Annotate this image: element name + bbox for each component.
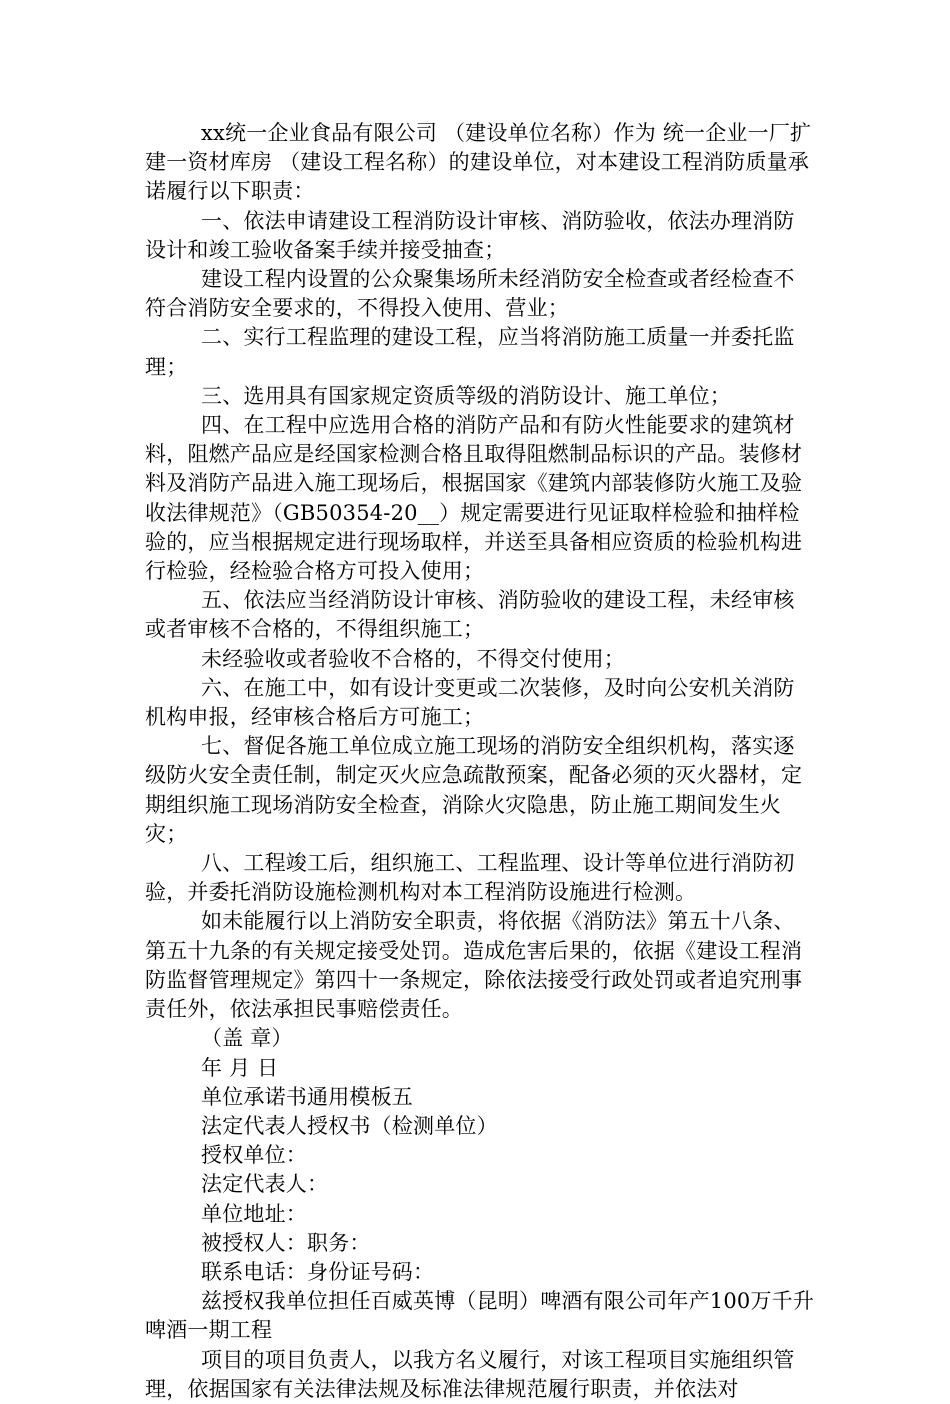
paragraph-duty-7: 七、督促各施工单位成立施工现场的消防安全组织机构，落实逐级防火安全责任制，制定灭火应急疏散预案，配备必须的灭火器材，定期组织施工现场消防安全检查，消除火灾隐患，防止施工期间发生火灾； [145, 734, 803, 846]
paragraph-duty-1: 一、依法申请建设工程消防设计审核、消防验收，依法办理消防设计和竣工验收备案手续并接受抽查； [145, 208, 795, 262]
field-authorizing-unit: 授权单位： [201, 1143, 307, 1168]
paragraph-duty-3: 三、选用具有国家规定资质等级的消防设计、施工单位； [201, 383, 731, 408]
paragraph-authorization: 兹授权我单位担任百威英博（昆明）啤酒有限公司年产100万千升啤酒一期工程 [145, 1289, 815, 1343]
document-body [145, 119, 815, 1404]
authorization-title: 法定代表人授权书（检测单位） [201, 1113, 498, 1138]
paragraph-duty-8: 八、工程竣工后，组织施工、工程监理、设计等单位进行消防初验，并委托消防设施检测机构对本工程消防设施进行检测。 [145, 851, 795, 905]
paragraph-duty-5-note: 未经验收或者验收不合格的，不得交付使用； [201, 646, 625, 671]
paragraph-authorization-cont: 项目的项目负责人，以我方名义履行，对该工程项目实施组织管理，依据国家有关法律法规及标准法律规范履行职责，并依法对 [145, 1347, 795, 1401]
paragraph-liability: 如未能履行以上消防安全职责，将依据《消防法》第五十八条、第五十九条的有关规定接受处罚。造成危害后果的，依据《建设工程消防监督管理规定》第四十一条规定，除依法接受行政处罚或者追究刑事责任外，依法承担民事赔偿责任。 [145, 909, 803, 1022]
field-authorized-person: 被授权人：职务： [201, 1230, 371, 1255]
paragraph-duty-4: 四、在工程中应选用合格的消防产品和有防火性能要求的建筑材料，阻燃产品应是经国家检测合格且取得阻燃制品标识的产品。装修材料及消防产品进入施工现场后，根据国家《建筑内部装修防火施工及验收法律规范》（GB50354-20__）规定需要进行见证取样检验和抽样检验的，应当根据规定进行现场取样，并送至具备相应资质的检验机构进行检验，经检验合格方可投入使用； [145, 413, 803, 584]
date-line: 年 月 日 [201, 1055, 279, 1080]
paragraph-duty-1-note: 建设工程内设置的公众聚集场所未经消防安全检查或者经检查不符合消防安全要求的，不得投入使用、营业； [145, 267, 795, 321]
paragraph-intro: xx统一企业食品有限公司 （建设单位名称）作为 统一企业一厂扩建一资材库房 （建设工程名称）的建设单位，对本建设工程消防质量承诺履行以下职责： [145, 121, 812, 204]
field-unit-address: 单位地址： [201, 1201, 307, 1226]
paragraph-duty-2: 二、实行工程监理的建设工程，应当将消防施工质量一并委托监理； [145, 325, 795, 379]
field-legal-representative: 法定代表人： [201, 1172, 329, 1197]
paragraph-duty-5: 五、依法应当经消防设计审核、消防验收的建设工程，未经审核或者审核不合格的，不得组织施工； [145, 588, 795, 642]
template-heading: 单位承诺书通用模板五 [201, 1084, 413, 1109]
paragraph-duty-6: 六、在施工中，如有设计变更或二次装修，及时向公安机关消防机构申报，经审核合格后方可施工； [145, 675, 795, 730]
field-contact-phone: 联系电话：身份证号码： [201, 1259, 435, 1284]
seal-line: （盖 章） [201, 1026, 293, 1051]
